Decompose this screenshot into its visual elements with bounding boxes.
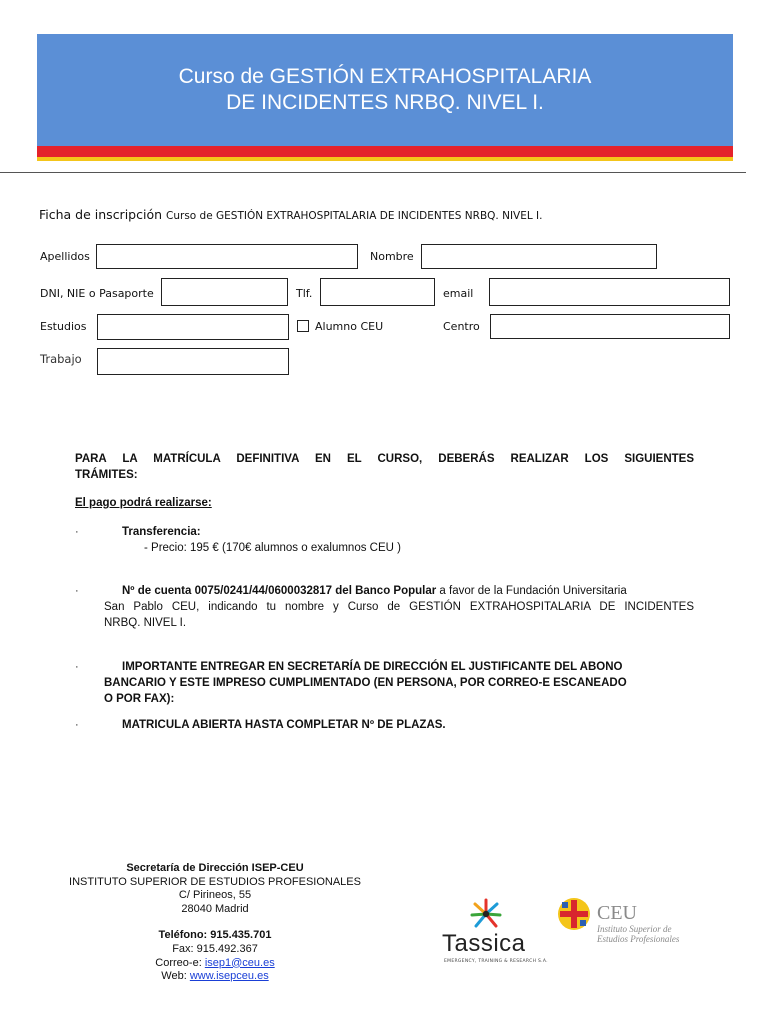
account-line2: San Pablo CEU, indicando tu nombre y Curso de GESTIÓN EXTRAHOSPITALARIA DE INCIDENTES — [104, 601, 694, 613]
account-rest: a favor de la Fundación Universitaria — [436, 585, 627, 597]
ceu-logo-text: CEU — [597, 902, 637, 924]
important-line3: O POR FAX): — [104, 693, 175, 705]
email-line — [60, 957, 370, 971]
account-line1 — [122, 583, 627, 599]
institute-name: INSTITUTO SUPERIOR DE ESTUDIOS PROFESIONALES — [69, 875, 361, 888]
nombre-field[interactable] — [421, 244, 657, 269]
label-email: email — [443, 287, 474, 300]
tlf-field[interactable] — [320, 278, 435, 306]
tassica-logo-text: Tassica — [442, 930, 526, 957]
ceu-logo-subtitle — [597, 924, 679, 944]
instructions-heading-line2: TRÁMITES: — [75, 469, 138, 481]
trabajo-field[interactable] — [97, 348, 289, 375]
label-apellidos: Apellidos — [40, 250, 90, 263]
city-address: 28040 Madrid — [181, 902, 249, 915]
label-dni: DNI, NIE o Pasaporte — [40, 287, 154, 300]
dni-field[interactable] — [161, 278, 288, 306]
yellow-stripe — [37, 157, 733, 161]
phone-number: Teléfono: 915.435.701 — [158, 929, 272, 942]
apellidos-field[interactable] — [96, 244, 358, 269]
bullet-2: · — [75, 585, 79, 597]
estudios-field[interactable] — [97, 314, 289, 340]
label-centro: Centro — [443, 320, 480, 333]
course-title-line1: Curso de GESTIÓN EXTRAHOSPITALARIA — [178, 65, 592, 88]
account-number: Nº de cuenta 0075/0241/44/0600032817 del Banco Popular — [122, 585, 437, 597]
ceu-subtitle-line2: Estudios Profesionales — [597, 934, 680, 944]
web-label: Web: — [161, 970, 190, 983]
bullet-4: · — [75, 719, 79, 731]
fax-number: Fax: 915.492.367 — [172, 942, 258, 955]
header-divider — [0, 172, 746, 173]
form-heading-course: Curso de GESTIÓN EXTRAHOSPITALARIA DE INCIDENTES NRBQ. NIVEL I. — [166, 210, 543, 222]
web-link[interactable]: www.isepceu.es — [189, 970, 269, 983]
tassica-tagline: EMERGENCY, TRAINING & RESEARCH S.A. — [444, 959, 548, 964]
important-line2: BANCARIO Y ESTE IMPRESO CUMPLIMENTADO (EN PERSONA, POR CORREO-E ESCANEADO — [104, 677, 627, 689]
bullet-1: · — [75, 526, 79, 538]
important-line1: IMPORTANTE ENTREGAR EN SECRETARÍA DE DIRECCIÓN EL JUSTIFICANTE DEL ABONO — [122, 661, 623, 673]
label-tlf: Tlf. — [296, 287, 313, 300]
label-trabajo: Trabajo — [40, 352, 82, 366]
account-line3: NRBQ. NIVEL I. — [104, 617, 187, 629]
office-name: Secretaría de Dirección ISEP-CEU — [126, 862, 304, 874]
payment-title: El pago podrá realizarse: — [75, 497, 212, 509]
email-label: Correo-e: — [155, 956, 205, 969]
transfer-title: Transferencia: — [122, 526, 201, 538]
web-line — [60, 970, 370, 984]
street-address: C/ Pirineos, 55 — [178, 889, 252, 902]
open-enrollment-text: MATRICULA ABIERTA HASTA COMPLETAR Nº DE PLAZAS. — [122, 719, 446, 731]
centro-field[interactable] — [490, 314, 730, 339]
label-estudios: Estudios — [40, 320, 87, 333]
email-field[interactable] — [489, 278, 730, 306]
contact-block — [60, 862, 370, 984]
form-heading-title: Ficha de inscripción — [39, 207, 163, 222]
alumno-ceu-checkbox[interactable] — [297, 320, 309, 332]
course-title-line2: DE INCIDENTES NRBQ. NIVEL I. — [226, 91, 544, 114]
price-text: - Precio: 195 € (170€ alumnos o exalumnos CEU ) — [144, 542, 401, 554]
ceu-subtitle-line1: Instituto Superior de — [597, 924, 672, 934]
tassica-star-icon — [466, 896, 506, 932]
course-title — [37, 64, 733, 116]
red-stripe — [37, 146, 733, 157]
instructions-heading-line1: PARA LA MATRÍCULA DEFINITIVA EN EL CURSO, DEBERÁS REALIZAR LOS SIGUIENTES — [75, 453, 694, 465]
bullet-3: · — [75, 661, 79, 673]
form-heading — [39, 207, 543, 222]
label-alumno-ceu: Alumno CEU — [315, 320, 384, 333]
label-nombre: Nombre — [370, 250, 414, 263]
ceu-shield-icon — [557, 897, 591, 931]
email-link[interactable]: isep1@ceu.es — [204, 956, 275, 969]
